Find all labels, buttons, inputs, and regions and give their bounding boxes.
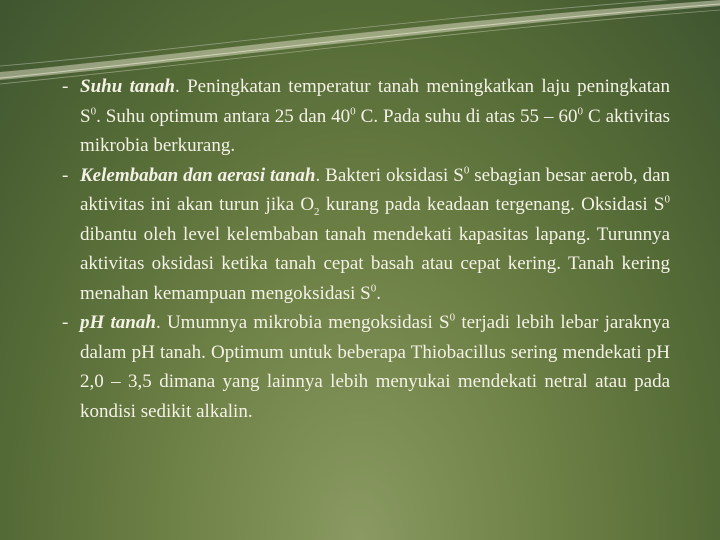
- bullet-dash: -: [62, 164, 69, 186]
- bullet-ph-tanah: [62, 308, 670, 426]
- superscript: 0: [664, 193, 670, 206]
- bullet-term: Kelembaban dan aerasi tanah: [80, 164, 316, 186]
- text-run: dibantu oleh level kelembaban tanah mendekati kapasitas lapang. Turunnya aktivitas oksidasi ketika tanah cepat basah atau cepat kering. Tanah kering menahan kemampuan mengoksidasi S: [80, 223, 670, 304]
- bullet-dash: -: [62, 312, 69, 333]
- text-run: . Suhu optimum antara 25 dan 40: [96, 105, 351, 127]
- slide-body: [62, 72, 670, 426]
- bullet-kelembaban-aerasi: [62, 161, 670, 309]
- text-run: . Peningkatan temperatur tanah meningkatkan laju peningkatan S: [80, 76, 670, 127]
- bullet-term: pH tanah: [80, 312, 156, 333]
- bullet-term: Suhu tanah: [80, 76, 175, 97]
- superscript: 0: [350, 105, 356, 118]
- text-run: . Bakteri oksidasi S: [315, 164, 464, 186]
- text-run: C. Pada suhu di atas 55 – 60: [355, 105, 578, 127]
- superscript: 0: [463, 164, 470, 177]
- text-run: kurang pada keadaan tergenang. Oksidasi S: [319, 194, 665, 215]
- superscript: 0: [449, 311, 456, 324]
- bullet-suhu-tanah: [62, 72, 670, 161]
- superscript: 0: [577, 105, 583, 118]
- text-run: terjadi lebih lebar jaraknya dalam pH tanah. Optimum untuk beberapa Thiobacillus sering mendekati pH 2,0 – 3,5 dimana yang lainnya lebih menyukai mendekati netral atau pada kondisi sedikit alkalin.: [80, 312, 670, 422]
- superscript: 0: [90, 105, 97, 118]
- text-run: sebagian besar aerob, dan aktivitas ini akan turun jika O: [80, 164, 670, 215]
- superscript: 0: [370, 282, 377, 295]
- text-run: . Umumnya mikrobia mengoksidasi S: [155, 312, 450, 333]
- bullet-text: [80, 312, 670, 422]
- text-run: C aktivitas mikrobia berkurang.: [80, 105, 670, 156]
- text-run: .: [376, 282, 381, 304]
- bullet-dash: -: [62, 76, 69, 97]
- subscript: 2: [314, 205, 320, 218]
